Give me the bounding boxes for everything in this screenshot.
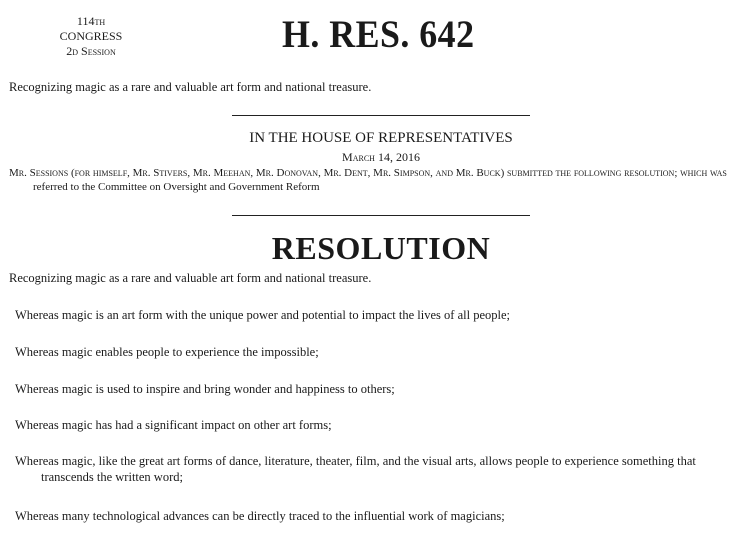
whereas-clause [15, 344, 735, 360]
whereas-clause [15, 307, 735, 323]
sponsors-line-1: Mr. Sessions (for himself, Mr. Stivers, Mr. Meehan, Mr. Donovan, Mr. Dent, Mr. Simpson, and Mr. Buck) submitted the following resolution; which was [9, 167, 727, 179]
whereas-clause-text: Whereas magic is used to inspire and bring wonder and happiness to others; [15, 382, 395, 396]
whereas-clause-text: Whereas many technological advances can be directly traced to the influential work of magicians; [15, 509, 505, 523]
whereas-clause-text: Whereas magic enables people to experience the impossible; [15, 345, 319, 359]
whereas-clause [15, 453, 735, 485]
congress-session-block [52, 14, 130, 59]
introduction-date: March 14, 2016 [342, 150, 420, 164]
sponsors-line-2: referred to the Committee on Oversight and Government Reform [33, 181, 320, 193]
resolution-heading: RESOLUTION [271, 230, 491, 266]
whereas-clause-text: Whereas magic is an art form with the unique power and potential to impact the lives of all people; [15, 308, 510, 322]
congress-label: 114th CONGRESS [59, 14, 123, 43]
section-divider [232, 215, 530, 216]
whereas-clause-text: Whereas magic, like the great art forms of dance, literature, theater, film, and the visual arts, allows people to experience something that [15, 454, 696, 468]
whereas-clause [15, 381, 735, 397]
whereas-clause-continuation: transcends the written word; [41, 470, 183, 484]
whereas-clause-text: Whereas magic has had a significant impact on other art forms; [15, 418, 332, 432]
resolution-caption: Recognizing magic as a rare and valuable art form and national treasure. [9, 271, 372, 285]
session-label: 2d Session [66, 44, 116, 58]
header-divider [232, 115, 530, 116]
chamber-heading: IN THE HOUSE OF REPRESENTATIVES [249, 130, 513, 146]
bill-caption: Recognizing magic as a rare and valuable art form and national treasure. [9, 80, 372, 94]
whereas-clause [15, 417, 735, 433]
bill-number: H. RES. 642 [282, 13, 475, 56]
whereas-clause [15, 508, 735, 524]
sponsors-statement [9, 166, 739, 194]
